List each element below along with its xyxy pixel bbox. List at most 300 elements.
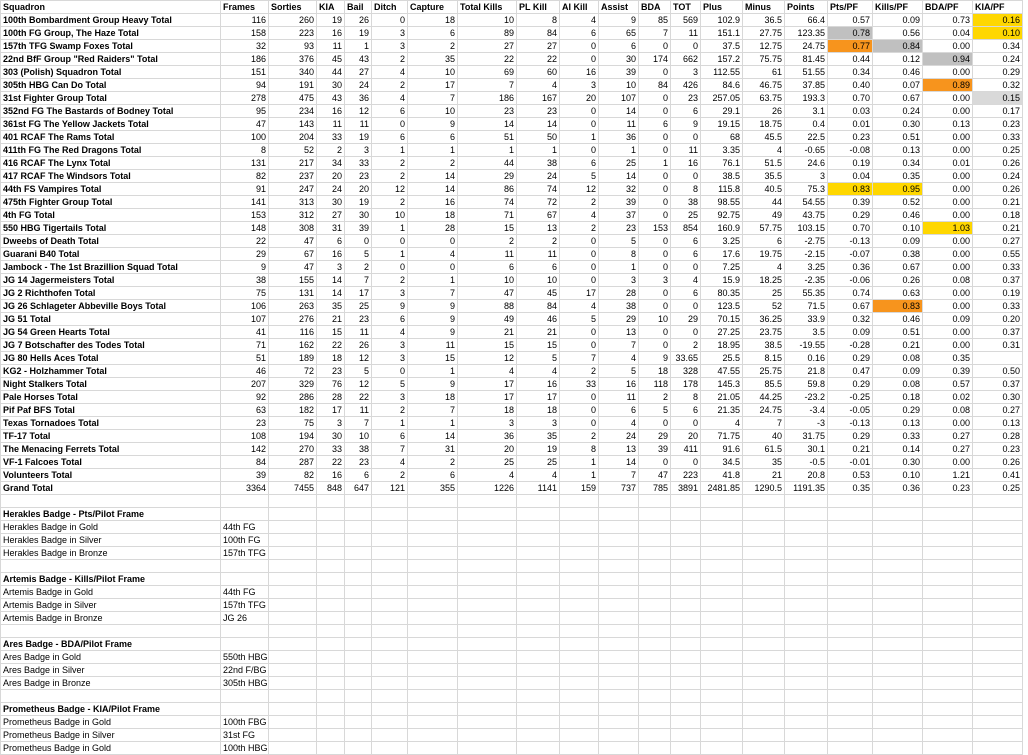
- data-cell[interactable]: 2: [671, 339, 701, 352]
- data-cell[interactable]: 21.35: [701, 404, 743, 417]
- grand-total-cell[interactable]: 159: [560, 482, 599, 495]
- badge-winner-cell[interactable]: 157th TFG: [221, 547, 269, 560]
- data-cell[interactable]: 191: [269, 79, 317, 92]
- data-cell[interactable]: 6: [671, 287, 701, 300]
- data-cell[interactable]: 84: [517, 300, 560, 313]
- empty-cell[interactable]: [671, 703, 701, 716]
- empty-cell[interactable]: [671, 664, 701, 677]
- data-cell[interactable]: 204: [269, 131, 317, 144]
- header-cell[interactable]: Plus: [701, 1, 743, 14]
- empty-cell[interactable]: [269, 690, 317, 703]
- empty-cell[interactable]: [828, 599, 873, 612]
- data-cell[interactable]: 0.20: [973, 313, 1023, 326]
- empty-cell[interactable]: [701, 690, 743, 703]
- empty-cell[interactable]: [269, 495, 317, 508]
- empty-cell[interactable]: [345, 690, 372, 703]
- data-cell[interactable]: 29.1: [701, 105, 743, 118]
- data-cell[interactable]: 5: [345, 365, 372, 378]
- data-cell[interactable]: 1: [560, 469, 599, 482]
- data-cell[interactable]: 0.39: [828, 196, 873, 209]
- data-cell[interactable]: 0.32: [828, 313, 873, 326]
- data-cell[interactable]: 45: [317, 53, 345, 66]
- empty-cell[interactable]: [221, 573, 269, 586]
- empty-cell[interactable]: [973, 534, 1023, 547]
- data-cell[interactable]: 4: [560, 300, 599, 313]
- data-cell[interactable]: 6: [599, 404, 639, 417]
- data-cell[interactable]: 0.29: [973, 66, 1023, 79]
- empty-cell[interactable]: [517, 742, 560, 755]
- empty-cell[interactable]: [785, 677, 828, 690]
- data-cell[interactable]: 9: [671, 118, 701, 131]
- empty-cell[interactable]: [828, 729, 873, 742]
- empty-cell[interactable]: [639, 638, 671, 651]
- empty-cell[interactable]: [372, 534, 408, 547]
- data-cell[interactable]: 4: [517, 365, 560, 378]
- data-cell[interactable]: 15: [458, 339, 517, 352]
- grand-total-cell[interactable]: 2481.85: [701, 482, 743, 495]
- empty-cell[interactable]: [701, 521, 743, 534]
- empty-cell[interactable]: [517, 625, 560, 638]
- data-cell[interactable]: 0.08: [873, 378, 923, 391]
- data-cell[interactable]: 0.00: [923, 92, 973, 105]
- data-cell[interactable]: 13: [599, 443, 639, 456]
- data-cell[interactable]: 35.5: [743, 170, 785, 183]
- data-cell[interactable]: 0: [671, 261, 701, 274]
- empty-cell[interactable]: [785, 534, 828, 547]
- data-cell[interactable]: 0: [372, 261, 408, 274]
- data-cell[interactable]: 16: [517, 378, 560, 391]
- empty-cell[interactable]: [785, 651, 828, 664]
- data-cell[interactable]: 0.41: [973, 469, 1023, 482]
- data-cell[interactable]: 0.29: [828, 378, 873, 391]
- data-cell[interactable]: 0.00: [923, 326, 973, 339]
- empty-cell[interactable]: [408, 677, 458, 690]
- data-cell[interactable]: 0.13: [973, 417, 1023, 430]
- data-cell[interactable]: 131: [221, 157, 269, 170]
- data-cell[interactable]: 17: [408, 79, 458, 92]
- data-cell[interactable]: 17: [458, 391, 517, 404]
- empty-cell[interactable]: [345, 742, 372, 755]
- data-cell[interactable]: 75.3: [785, 183, 828, 196]
- data-cell[interactable]: 0: [560, 40, 599, 53]
- data-cell[interactable]: 0: [560, 53, 599, 66]
- data-cell[interactable]: 1: [372, 248, 408, 261]
- data-cell[interactable]: 12: [345, 105, 372, 118]
- grand-total-cell[interactable]: 7455: [269, 482, 317, 495]
- empty-cell[interactable]: [599, 729, 639, 742]
- data-cell[interactable]: 3: [372, 352, 408, 365]
- data-cell[interactable]: 46: [221, 365, 269, 378]
- data-cell[interactable]: 263: [269, 300, 317, 313]
- empty-cell[interactable]: [785, 742, 828, 755]
- data-cell[interactable]: 1.03: [923, 222, 973, 235]
- data-cell[interactable]: 51.55: [785, 66, 828, 79]
- data-cell[interactable]: 0.00: [923, 196, 973, 209]
- badge-label-cell[interactable]: Ares Badge in Bronze: [1, 677, 221, 690]
- data-cell[interactable]: 1: [372, 222, 408, 235]
- badge-winner-cell[interactable]: 31st FG: [221, 729, 269, 742]
- empty-cell[interactable]: [973, 690, 1023, 703]
- data-cell[interactable]: 0.00: [923, 183, 973, 196]
- data-cell[interactable]: 0.27: [973, 404, 1023, 417]
- data-cell[interactable]: 0.95: [873, 183, 923, 196]
- data-cell[interactable]: 2: [560, 196, 599, 209]
- data-cell[interactable]: 0.16: [785, 352, 828, 365]
- data-cell[interactable]: 100: [221, 131, 269, 144]
- data-cell[interactable]: 0.00: [923, 144, 973, 157]
- data-cell[interactable]: 9: [221, 261, 269, 274]
- data-cell[interactable]: 29: [639, 430, 671, 443]
- grand-total-cell[interactable]: 3364: [221, 482, 269, 495]
- empty-cell[interactable]: [873, 729, 923, 742]
- data-cell[interactable]: 4: [743, 261, 785, 274]
- data-cell[interactable]: 71: [458, 209, 517, 222]
- data-cell[interactable]: 0.03: [828, 105, 873, 118]
- data-cell[interactable]: 38: [345, 443, 372, 456]
- empty-cell[interactable]: [785, 521, 828, 534]
- badge-label-cell[interactable]: Prometheus Badge in Gold: [1, 742, 221, 755]
- data-cell[interactable]: 49: [743, 209, 785, 222]
- empty-cell[interactable]: [639, 612, 671, 625]
- data-cell[interactable]: 286: [269, 391, 317, 404]
- badge-winner-cell[interactable]: 305th HBG: [221, 677, 269, 690]
- data-cell[interactable]: 19.75: [743, 248, 785, 261]
- squadron-name-cell[interactable]: Guarani B40 Total: [1, 248, 221, 261]
- empty-cell[interactable]: [671, 716, 701, 729]
- data-cell[interactable]: 18.95: [701, 339, 743, 352]
- data-cell[interactable]: 118: [639, 378, 671, 391]
- empty-cell[interactable]: [639, 742, 671, 755]
- empty-cell[interactable]: [560, 625, 599, 638]
- data-cell[interactable]: 7: [345, 274, 372, 287]
- empty-cell[interactable]: [743, 703, 785, 716]
- data-cell[interactable]: 14: [317, 274, 345, 287]
- empty-cell[interactable]: [517, 586, 560, 599]
- empty-cell[interactable]: [743, 547, 785, 560]
- data-cell[interactable]: 11: [345, 326, 372, 339]
- data-cell[interactable]: 35: [517, 430, 560, 443]
- data-cell[interactable]: 95: [221, 105, 269, 118]
- empty-cell[interactable]: [743, 495, 785, 508]
- empty-cell[interactable]: [973, 742, 1023, 755]
- data-cell[interactable]: 0: [372, 365, 408, 378]
- data-cell[interactable]: 0: [408, 235, 458, 248]
- squadron-name-cell[interactable]: 416 RCAF The Lynx Total: [1, 157, 221, 170]
- data-cell[interactable]: 276: [269, 313, 317, 326]
- data-cell[interactable]: 0.17: [973, 105, 1023, 118]
- data-cell[interactable]: 29: [458, 170, 517, 183]
- empty-cell[interactable]: [408, 599, 458, 612]
- badge-winner-cell[interactable]: 44th FG: [221, 521, 269, 534]
- data-cell[interactable]: 1.21: [923, 469, 973, 482]
- data-cell[interactable]: 3: [785, 170, 828, 183]
- empty-cell[interactable]: [458, 651, 517, 664]
- data-cell[interactable]: 0.27: [973, 235, 1023, 248]
- data-cell[interactable]: 3: [372, 339, 408, 352]
- data-cell[interactable]: 9: [408, 300, 458, 313]
- empty-cell[interactable]: [269, 729, 317, 742]
- empty-cell[interactable]: [743, 560, 785, 573]
- empty-cell[interactable]: [345, 729, 372, 742]
- empty-cell[interactable]: [269, 716, 317, 729]
- data-cell[interactable]: 43: [317, 92, 345, 105]
- data-cell[interactable]: 340: [269, 66, 317, 79]
- data-cell[interactable]: 1: [408, 365, 458, 378]
- empty-cell[interactable]: [671, 729, 701, 742]
- data-cell[interactable]: 38: [599, 300, 639, 313]
- data-cell[interactable]: 0.16: [973, 14, 1023, 27]
- empty-cell[interactable]: [599, 508, 639, 521]
- data-cell[interactable]: 86: [458, 183, 517, 196]
- data-cell[interactable]: 2: [517, 235, 560, 248]
- empty-cell[interactable]: [345, 612, 372, 625]
- data-cell[interactable]: 18: [458, 404, 517, 417]
- empty-cell[interactable]: [743, 586, 785, 599]
- data-cell[interactable]: 5: [599, 365, 639, 378]
- data-cell[interactable]: 0.09: [873, 14, 923, 27]
- data-cell[interactable]: 16: [317, 248, 345, 261]
- data-cell[interactable]: 0.24: [873, 105, 923, 118]
- badge-section-title[interactable]: Prometheus Badge - KIA/Pilot Frame: [1, 703, 221, 716]
- badge-winner-cell[interactable]: 550th HBG: [221, 651, 269, 664]
- data-cell[interactable]: 7: [599, 339, 639, 352]
- empty-cell[interactable]: [221, 495, 269, 508]
- data-cell[interactable]: 16: [317, 27, 345, 40]
- header-cell[interactable]: Minus: [743, 1, 785, 14]
- header-cell[interactable]: Frames: [221, 1, 269, 14]
- data-cell[interactable]: 0.46: [873, 209, 923, 222]
- data-cell[interactable]: 24.75: [785, 40, 828, 53]
- grand-total-cell[interactable]: 1290.5: [743, 482, 785, 495]
- data-cell[interactable]: 45: [517, 287, 560, 300]
- empty-cell[interactable]: [785, 729, 828, 742]
- data-cell[interactable]: 0: [639, 261, 671, 274]
- data-cell[interactable]: -19.55: [785, 339, 828, 352]
- data-cell[interactable]: 17: [317, 404, 345, 417]
- empty-cell[interactable]: [923, 638, 973, 651]
- empty-cell[interactable]: [372, 703, 408, 716]
- data-cell[interactable]: 4: [372, 66, 408, 79]
- data-cell[interactable]: 0: [560, 391, 599, 404]
- empty-cell[interactable]: [701, 729, 743, 742]
- empty-cell[interactable]: [372, 521, 408, 534]
- data-cell[interactable]: 25: [458, 456, 517, 469]
- data-cell[interactable]: 0.00: [923, 105, 973, 118]
- data-cell[interactable]: 52: [269, 144, 317, 157]
- empty-cell[interactable]: [560, 560, 599, 573]
- data-cell[interactable]: 5: [639, 404, 671, 417]
- empty-cell[interactable]: [560, 664, 599, 677]
- header-cell[interactable]: PL Kill: [517, 1, 560, 14]
- empty-cell[interactable]: [923, 742, 973, 755]
- header-cell[interactable]: Total Kills: [458, 1, 517, 14]
- empty-cell[interactable]: [828, 677, 873, 690]
- data-cell[interactable]: 182: [269, 404, 317, 417]
- data-cell[interactable]: 189: [269, 352, 317, 365]
- data-cell[interactable]: 23: [517, 105, 560, 118]
- data-cell[interactable]: 7: [372, 443, 408, 456]
- data-cell[interactable]: 4: [743, 144, 785, 157]
- data-cell[interactable]: 0.26: [973, 183, 1023, 196]
- empty-cell[interactable]: [408, 703, 458, 716]
- data-cell[interactable]: 6: [408, 131, 458, 144]
- badge-winner-cell[interactable]: JG 26: [221, 612, 269, 625]
- empty-cell[interactable]: [873, 703, 923, 716]
- empty-cell[interactable]: [973, 677, 1023, 690]
- data-cell[interactable]: 0: [560, 274, 599, 287]
- squadron-name-cell[interactable]: 44th FS Vampires Total: [1, 183, 221, 196]
- squadron-name-cell[interactable]: Jambock - The 1st Brazillion Squad Total: [1, 261, 221, 274]
- data-cell[interactable]: 22: [317, 339, 345, 352]
- data-cell[interactable]: 3.25: [785, 261, 828, 274]
- data-cell[interactable]: 27: [517, 40, 560, 53]
- data-cell[interactable]: 1: [560, 131, 599, 144]
- data-cell[interactable]: 43: [345, 53, 372, 66]
- data-cell[interactable]: 72: [517, 196, 560, 209]
- data-cell[interactable]: 7: [345, 417, 372, 430]
- data-cell[interactable]: 0: [408, 261, 458, 274]
- data-cell[interactable]: 25.75: [743, 365, 785, 378]
- data-cell[interactable]: 51.5: [743, 157, 785, 170]
- data-cell[interactable]: 0.00: [923, 248, 973, 261]
- empty-cell[interactable]: [599, 573, 639, 586]
- data-cell[interactable]: 313: [269, 196, 317, 209]
- data-cell[interactable]: 0: [639, 170, 671, 183]
- data-cell[interactable]: 12: [345, 378, 372, 391]
- empty-cell[interactable]: [873, 534, 923, 547]
- empty-cell[interactable]: [517, 651, 560, 664]
- empty-cell[interactable]: [1, 690, 221, 703]
- empty-cell[interactable]: [923, 560, 973, 573]
- empty-cell[interactable]: [269, 599, 317, 612]
- empty-cell[interactable]: [701, 703, 743, 716]
- empty-cell[interactable]: [372, 495, 408, 508]
- data-cell[interactable]: 2: [560, 222, 599, 235]
- empty-cell[interactable]: [785, 716, 828, 729]
- data-cell[interactable]: 0: [560, 105, 599, 118]
- empty-cell[interactable]: [828, 625, 873, 638]
- empty-cell[interactable]: [345, 677, 372, 690]
- data-cell[interactable]: 5: [372, 378, 408, 391]
- data-cell[interactable]: 38.5: [743, 339, 785, 352]
- grand-total-cell[interactable]: 0.36: [873, 482, 923, 495]
- data-cell[interactable]: 0.37: [973, 326, 1023, 339]
- empty-cell[interactable]: [701, 547, 743, 560]
- data-cell[interactable]: 0.57: [923, 378, 973, 391]
- empty-cell[interactable]: [973, 625, 1023, 638]
- empty-cell[interactable]: [517, 508, 560, 521]
- data-cell[interactable]: 38.5: [701, 170, 743, 183]
- squadron-name-cell[interactable]: JG 51 Total: [1, 313, 221, 326]
- empty-cell[interactable]: [517, 729, 560, 742]
- data-cell[interactable]: 14: [317, 287, 345, 300]
- data-cell[interactable]: 38: [221, 274, 269, 287]
- data-cell[interactable]: 1: [599, 144, 639, 157]
- data-cell[interactable]: -0.13: [828, 235, 873, 248]
- data-cell[interactable]: 0.12: [873, 53, 923, 66]
- data-cell[interactable]: 3: [671, 66, 701, 79]
- data-cell[interactable]: 74: [458, 196, 517, 209]
- data-cell[interactable]: 89: [458, 27, 517, 40]
- data-cell[interactable]: 0.38: [873, 248, 923, 261]
- empty-cell[interactable]: [828, 703, 873, 716]
- data-cell[interactable]: 0.00: [923, 131, 973, 144]
- empty-cell[interactable]: [269, 508, 317, 521]
- data-cell[interactable]: 0: [560, 417, 599, 430]
- empty-cell[interactable]: [560, 521, 599, 534]
- empty-cell[interactable]: [923, 716, 973, 729]
- squadron-name-cell[interactable]: 417 RCAF The Windsors Total: [1, 170, 221, 183]
- data-cell[interactable]: -0.01: [828, 456, 873, 469]
- data-cell[interactable]: 376: [269, 53, 317, 66]
- data-cell[interactable]: 3.5: [785, 326, 828, 339]
- header-cell[interactable]: Bail: [345, 1, 372, 14]
- data-cell[interactable]: 15: [317, 326, 345, 339]
- data-cell[interactable]: 308: [269, 222, 317, 235]
- empty-cell[interactable]: [743, 664, 785, 677]
- data-cell[interactable]: 0.34: [973, 40, 1023, 53]
- squadron-name-cell[interactable]: The Menacing Ferrets Total: [1, 443, 221, 456]
- data-cell[interactable]: 0.10: [873, 222, 923, 235]
- empty-cell[interactable]: [599, 651, 639, 664]
- data-cell[interactable]: 15.9: [701, 274, 743, 287]
- data-cell[interactable]: 0.00: [923, 66, 973, 79]
- data-cell[interactable]: 223: [671, 469, 701, 482]
- header-cell[interactable]: TOT: [671, 1, 701, 14]
- empty-cell[interactable]: [671, 534, 701, 547]
- data-cell[interactable]: 0.35: [873, 170, 923, 183]
- data-cell[interactable]: 11: [317, 40, 345, 53]
- data-cell[interactable]: -23.2: [785, 391, 828, 404]
- data-cell[interactable]: 12.75: [743, 40, 785, 53]
- empty-cell[interactable]: [599, 599, 639, 612]
- empty-cell[interactable]: [517, 690, 560, 703]
- empty-cell[interactable]: [743, 534, 785, 547]
- data-cell[interactable]: 6: [639, 118, 671, 131]
- empty-cell[interactable]: [372, 651, 408, 664]
- empty-cell[interactable]: [458, 638, 517, 651]
- empty-cell[interactable]: [560, 677, 599, 690]
- data-cell[interactable]: 151.1: [701, 27, 743, 40]
- data-cell[interactable]: 7: [560, 352, 599, 365]
- data-cell[interactable]: 0.55: [973, 248, 1023, 261]
- badge-label-cell[interactable]: Ares Badge in Silver: [1, 664, 221, 677]
- data-cell[interactable]: 217: [269, 157, 317, 170]
- empty-cell[interactable]: [828, 716, 873, 729]
- data-cell[interactable]: 61: [743, 66, 785, 79]
- empty-cell[interactable]: [345, 521, 372, 534]
- data-cell[interactable]: 0.67: [873, 92, 923, 105]
- data-cell[interactable]: 44.25: [743, 391, 785, 404]
- data-cell[interactable]: 2: [345, 261, 372, 274]
- data-cell[interactable]: 9: [408, 378, 458, 391]
- data-cell[interactable]: 0: [639, 105, 671, 118]
- badge-label-cell[interactable]: Ares Badge in Gold: [1, 651, 221, 664]
- empty-cell[interactable]: [701, 638, 743, 651]
- empty-cell[interactable]: [639, 703, 671, 716]
- data-cell[interactable]: 15: [408, 352, 458, 365]
- data-cell[interactable]: 2: [560, 365, 599, 378]
- data-cell[interactable]: 178: [671, 378, 701, 391]
- empty-cell[interactable]: [372, 547, 408, 560]
- data-cell[interactable]: 14: [408, 430, 458, 443]
- empty-cell[interactable]: [372, 625, 408, 638]
- empty-cell[interactable]: [458, 703, 517, 716]
- data-cell[interactable]: 34.5: [701, 456, 743, 469]
- grand-total-cell[interactable]: 0.23: [923, 482, 973, 495]
- data-cell[interactable]: 14: [599, 170, 639, 183]
- data-cell[interactable]: 0.34: [873, 157, 923, 170]
